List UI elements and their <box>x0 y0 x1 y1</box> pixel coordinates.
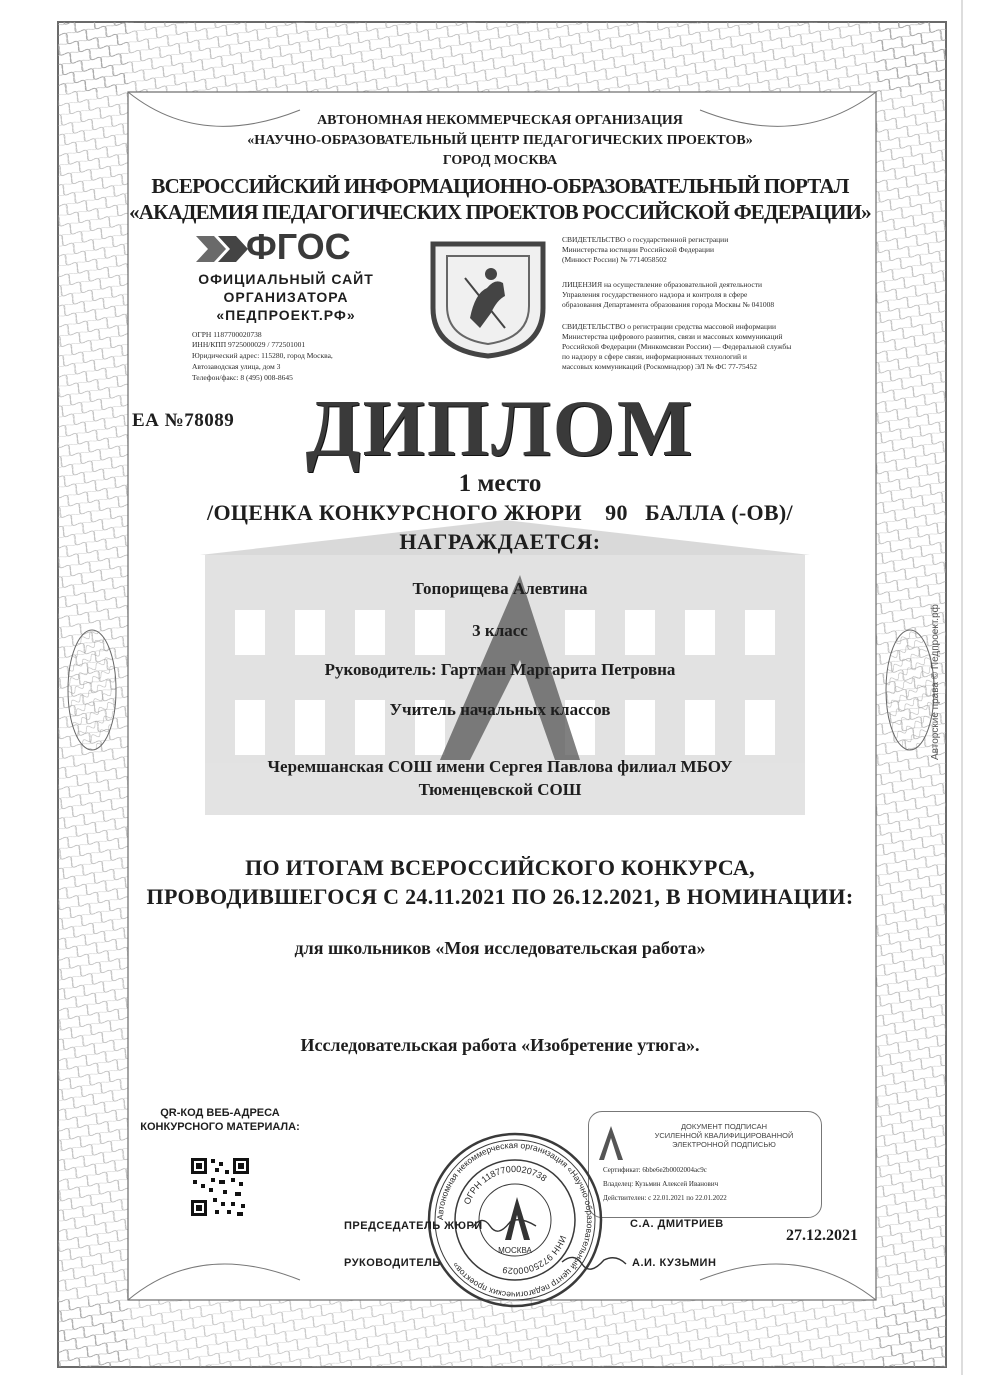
ep-cert: Сертификат: 6bbe6e2b0002004ac9c <box>603 1166 707 1174</box>
site-line-3: «ПЕДПРОЕКТ.РФ» <box>216 307 356 323</box>
portal-line-2: «АКАДЕМИЯ ПЕДАГОГИЧЕСКИХ ПРОЕКТОВ РОССИЙСКОЙ ФЕДЕРАЦИИ» <box>129 200 871 224</box>
fgos-logo-text: ФГОС <box>246 226 351 267</box>
qr-label-1: QR-КОД ВЕБ-АДРЕСА <box>160 1107 280 1119</box>
recipient-grade: 3 класс <box>472 621 528 640</box>
ep-line-1: ДОКУМЕНТ ПОДПИСАН <box>680 1122 768 1131</box>
qr-code-icon[interactable] <box>189 1156 251 1218</box>
media-line-2: Министерства цифрового развития, связи и массовых коммуникаций <box>562 332 783 341</box>
portal-line-1: ВСЕРОССИЙСКИЙ ИНФОРМАЦИОННО-ОБРАЗОВАТЕЛЬНЫЙ ПОРТАЛ <box>151 174 849 198</box>
cert-line-3: (Минюст России) № 7714058502 <box>562 255 667 264</box>
position-text: Учитель начальных классов <box>389 700 611 719</box>
issue-date: 27.12.2021 <box>786 1227 858 1244</box>
seal-inn: ИНН 9725000029 <box>501 1234 569 1277</box>
site-line-2: ОРГАНИЗАТОРА <box>223 289 349 305</box>
fgos-logo <box>196 228 386 268</box>
chairman-name: С.А. ДМИТРИЕВ <box>630 1218 724 1230</box>
diploma-title: ДИПЛОМ <box>305 385 695 473</box>
seal-ogrn: ОГРН 1187700020738 <box>461 1163 549 1206</box>
recipient-name: Топорищева Алевтина <box>412 579 588 598</box>
media-line-4: по надзору в сфере связи, информационных технологий и <box>562 352 747 361</box>
chairman-signature <box>470 1212 540 1234</box>
site-line-1: ОФИЦИАЛЬНЫЙ САЙТ <box>198 271 374 287</box>
inn-text: ИНН/КПП 9725000029 / 772501001 <box>192 340 306 349</box>
seal-city: МОСКВА <box>498 1246 532 1255</box>
media-line-1: СВИДЕТЕЛЬСТВО о регистрации средства массовой информации <box>562 322 777 331</box>
supervisor-text: Руководитель: Гартман Маргарита Петровна <box>324 660 676 679</box>
license-line-1: ЛИЦЕНЗИЯ на осуществление образовательной деятельности <box>562 280 762 289</box>
org-line-3: ГОРОД МОСКВА <box>442 153 558 168</box>
diploma-number: ЕА №78089 <box>132 410 235 431</box>
director-name: А.И. КУЗЬМИН <box>632 1257 717 1269</box>
school-line-1: Черемшанская СОШ имени Сергея Павлова филиал МБОУ <box>267 757 733 776</box>
phone-text: Телефон/факс: 8 (495) 008-8645 <box>192 373 293 382</box>
place-text: 1 место <box>458 470 542 497</box>
contest-line-1: ПО ИТОГАМ ВСЕРОССИЙСКОГО КОНКУРСА, <box>245 855 755 880</box>
license-line-3: образования Департамента образования города Москвы № 041008 <box>562 300 775 309</box>
ogrn-text: ОГРН 1187700020738 <box>192 330 262 339</box>
cert-line-1: СВИДЕТЕЛЬСТВО о государственной регистрации <box>562 235 729 244</box>
address-line-2: Автозаводская улица, дом 3 <box>192 362 281 371</box>
svg-text:ИНН 9725000029 <box>502 1234 569 1276</box>
license-line-2: Управления государственного надзора и контроля в сфере <box>562 290 748 299</box>
org-line-2: «НАУЧНО-ОБРАЗОВАТЕЛЬНЫЙ ЦЕНТР ПЕДАГОГИЧЕСКИХ ПРОЕКТОВ» <box>247 133 753 148</box>
e-signature-stamp <box>588 1111 822 1218</box>
ep-valid: Действителен: с 22.01.2021 по 22.01.2022 <box>603 1194 727 1202</box>
chairman-label: ПРЕДСЕДАТЕЛЬ ЖЮРИ <box>344 1220 483 1232</box>
work-title: Исследовательская работа «Изобретение утюга». <box>300 1035 700 1055</box>
awarded-label: НАГРАЖДАЕТСЯ: <box>399 529 601 554</box>
ep-line-3: ЭЛЕКТРОННОЙ ПОДПИСЬЮ <box>672 1140 776 1149</box>
ep-owner: Владелец: Кузьмин Алексей Иванович <box>603 1180 719 1188</box>
cert-line-2: Министерства юстиции Российской Федерации <box>562 245 715 254</box>
media-line-3: Российской Федерации (Минкомсвязи России) — Федеральной службы <box>562 342 792 351</box>
media-line-5: массовых коммуникаций (Роскомнадзор) ЭЛ № ФС 77-75452 <box>562 362 757 371</box>
contest-line-2: ПРОВОДИВШЕГОСЯ С 24.11.2021 ПО 26.12.2021, В НОМИНАЦИИ: <box>146 884 854 909</box>
seal-ring-text: Автономная некоммерческая организация «Научно-образовательный центр педагогических проектов» <box>434 1139 596 1301</box>
address-line-1: Юридический адрес: 115280, город Москва, <box>192 351 333 360</box>
director-label: РУКОВОДИТЕЛЬ <box>344 1257 441 1269</box>
nomination-text: для школьников «Моя исследовательская работа» <box>294 938 706 958</box>
score-line: /ОЦЕНКА КОНКУРСНОГО ЖЮРИ 90 БАЛЛА (-ОВ)/ <box>207 500 793 525</box>
org-line-1: АВТОНОМНАЯ НЕКОММЕРЧЕСКАЯ ОРГАНИЗАЦИЯ <box>317 113 683 128</box>
school-line-2: Тюменцевской СОШ <box>418 780 582 799</box>
copyright-vertical: Авторские права © Педпроект.рф <box>930 604 941 760</box>
moscow-emblem-icon <box>425 238 551 360</box>
qr-label-2: КОНКУРСНОГО МАТЕРИАЛА: <box>140 1121 300 1133</box>
director-signature <box>560 1248 630 1270</box>
ep-line-2: УСИЛЕННОЙ КВАЛИФИЦИРОВАННОЙ <box>654 1131 794 1140</box>
